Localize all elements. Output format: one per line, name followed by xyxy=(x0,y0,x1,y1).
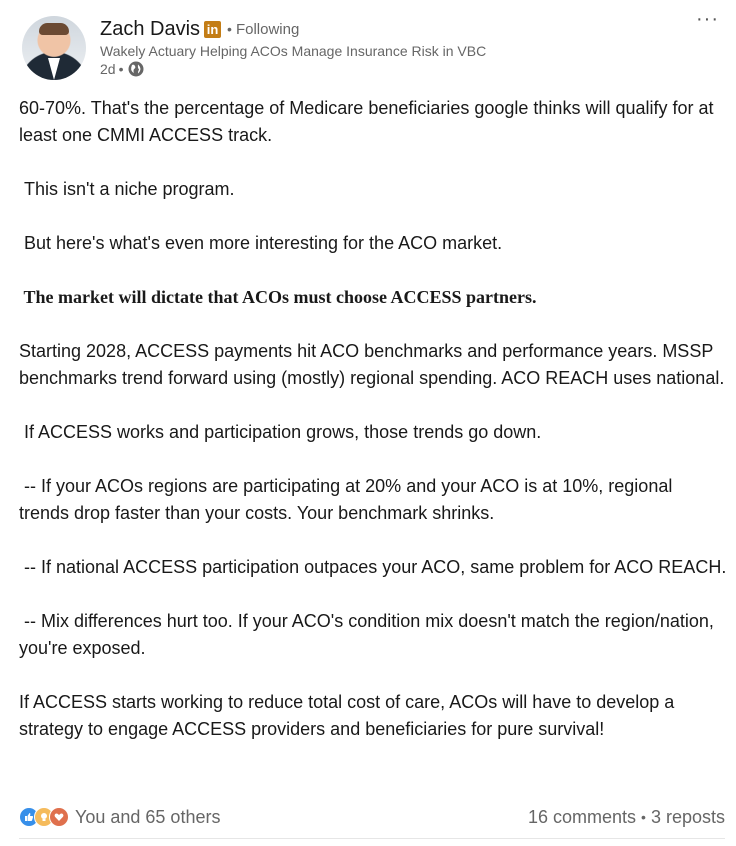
time-separator: • xyxy=(118,61,124,77)
post-paragraph: -- Mix differences hurt too. If your ACO's condition mix doesn't match the region/nation, you're exposed. xyxy=(19,611,719,658)
reposts-count[interactable]: 3 reposts xyxy=(650,806,725,827)
social-counts-bar xyxy=(19,804,725,830)
post-paragraph: -- If your ACOs regions are participating at 20% and your ACO is at 10%, regional trends drop faster than your costs. Your benchmark shrinks. xyxy=(19,476,678,523)
more-options-icon[interactable]: ··· xyxy=(696,8,719,30)
avatar-shirt xyxy=(48,58,60,80)
following-status[interactable]: Following xyxy=(235,20,300,38)
post-body xyxy=(19,95,727,770)
post-paragraph: Starting 2028, ACCESS payments hit ACO benchmarks and performance years. MSSP benchmarks trend forward using (mostly) regional spending. ACO REACH uses national. xyxy=(19,341,725,388)
post-paragraph: But here's what's even more interesting for the ACO market. xyxy=(19,233,503,253)
author-headline: Wakely Actuary Helping ACOs Manage Insurance Risk in VBC xyxy=(100,43,487,59)
author-name[interactable]: Zach Davis xyxy=(100,17,201,40)
post-paragraph: 60-70%. That's the percentage of Medicare beneficiaries google thinks will qualify for at least one CMMI ACCESS track. xyxy=(19,98,719,145)
counts-separator: • xyxy=(641,809,646,825)
post-meta xyxy=(100,61,736,77)
linkedin-premium-icon: in xyxy=(204,21,221,38)
reaction-icons[interactable] xyxy=(19,807,69,827)
author-name-row xyxy=(100,8,736,44)
post-header xyxy=(100,8,736,77)
post-paragraph-bold: The market will dictate that ACOs must choose ACCESS partners. xyxy=(19,287,537,307)
reactions-count[interactable]: You and 65 others xyxy=(75,806,221,827)
divider xyxy=(19,838,725,839)
post-paragraph: If ACCESS works and participation grows, those trends go down. xyxy=(19,422,542,442)
post-paragraph: If ACCESS starts working to reduce total cost of care, ACOs will have to develop a strategy to engage ACCESS providers and beneficiaries for pure survival! xyxy=(19,692,680,739)
globe-icon xyxy=(128,61,144,77)
avatar-hair xyxy=(39,23,69,35)
comments-count[interactable]: 16 comments xyxy=(528,806,637,827)
post-time: 2d xyxy=(100,61,116,77)
post-paragraph: -- If national ACCESS participation outpaces your ACO, same problem for ACO REACH. xyxy=(19,557,727,577)
love-icon xyxy=(49,807,69,827)
post-paragraph: This isn't a niche program. xyxy=(19,179,235,199)
author-avatar[interactable] xyxy=(22,16,86,80)
separator-dot: • xyxy=(227,21,232,37)
